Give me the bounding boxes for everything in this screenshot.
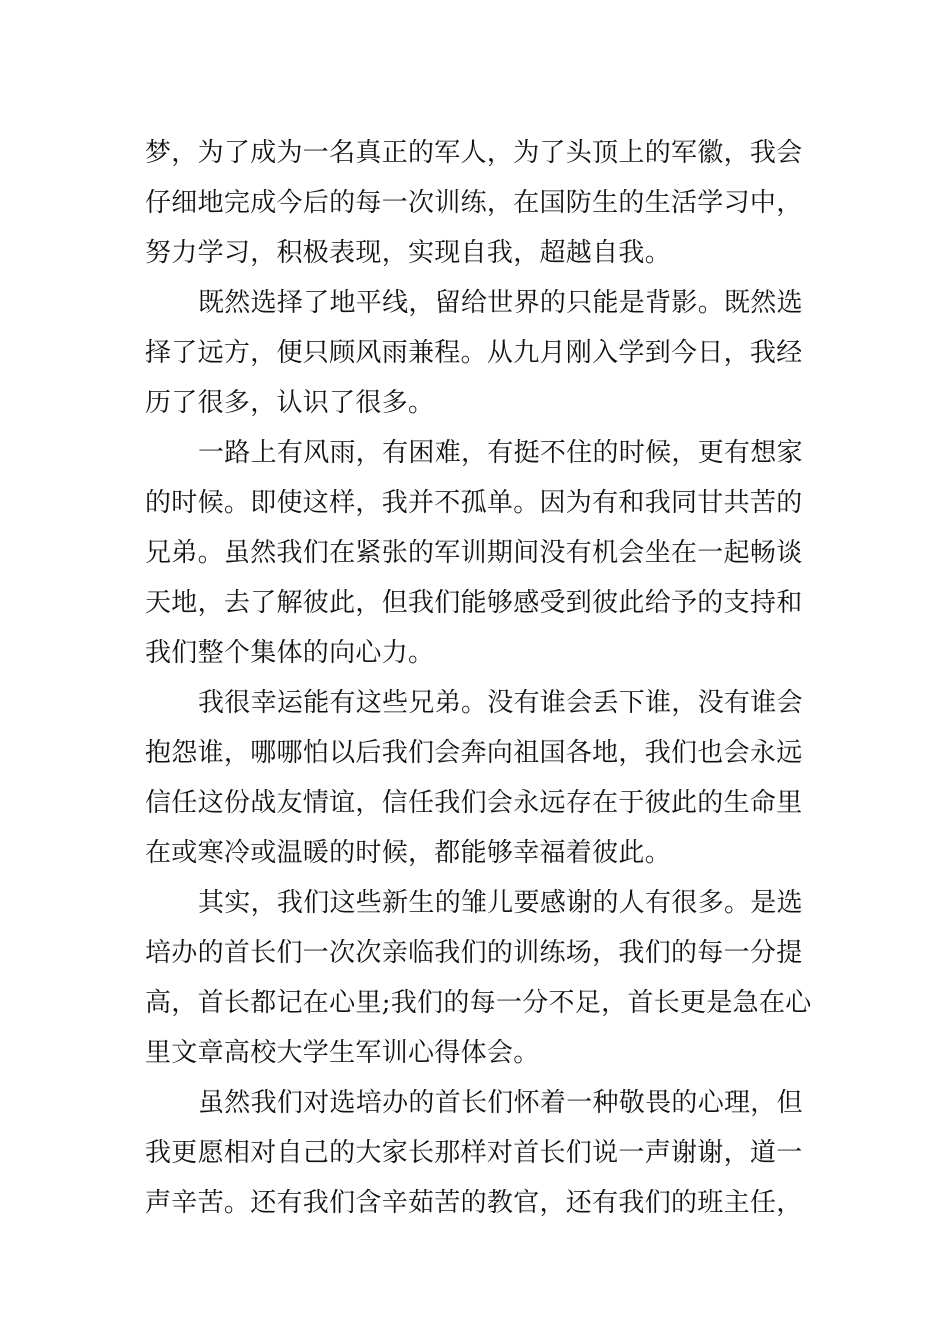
text-line: 信任这份战友情谊，信任我们会永远存在于彼此的生命里: [145, 788, 803, 818]
text-line: 里文章高校大学生军训心得体会。: [145, 1038, 540, 1068]
text-line: 我更愿相对自己的大家长那样对首长们说一声谢谢，道一: [145, 1138, 803, 1168]
paragraph-first-line: 虽然我们对选培办的首长们怀着一种敬畏的心理，但: [198, 1088, 803, 1118]
text-line: 择了远方，便只顾风雨兼程。从九月刚入学到今日，我经: [145, 338, 803, 368]
text-line: 历了很多，认识了很多。: [145, 388, 435, 418]
paragraph-first-line: 一路上有风雨，有困难，有挺不住的时候，更有想家: [198, 438, 803, 468]
text-line: 努力学习，积极表现，实现自我，超越自我。: [145, 238, 672, 268]
text-line: 高，首长都记在心里;我们的每一分不足，首长更是急在心: [145, 988, 812, 1018]
text-line: 抱怨谁，哪哪怕以后我们会奔向祖国各地，我们也会永远: [145, 738, 803, 768]
paragraph-first-line: 其实，我们这些新生的雏儿要感谢的人有很多。是选: [198, 888, 803, 918]
paragraph-first-line: 我很幸运能有这些兄弟。没有谁会丢下谁，没有谁会: [198, 688, 803, 718]
text-line: 我们整个集体的向心力。: [145, 638, 435, 668]
text-line: 仔细地完成今后的每一次训练，在国防生的生活学习中，: [145, 188, 803, 218]
paragraph-first-line: 既然选择了地平线，留给世界的只能是背影。既然选: [198, 288, 803, 318]
text-line: 在或寒冷或温暖的时候，都能够幸福着彼此。: [145, 838, 672, 868]
text-line: 兄弟。虽然我们在紧张的军训期间没有机会坐在一起畅谈: [145, 538, 803, 568]
text-line: 声辛苦。还有我们含辛茹苦的教官，还有我们的班主任，: [145, 1188, 803, 1218]
document-body: [145, 128, 815, 1228]
text-line: 梦，为了成为一名真正的军人，为了头顶上的军徽，我会: [145, 138, 803, 168]
text-line: 培办的首长们一次次亲临我们的训练场，我们的每一分提: [145, 938, 803, 968]
text-line: 的时候。即使这样，我并不孤单。因为有和我同甘共苦的: [145, 488, 803, 518]
text-line: 天地，去了解彼此，但我们能够感受到彼此给予的支持和: [145, 588, 803, 618]
